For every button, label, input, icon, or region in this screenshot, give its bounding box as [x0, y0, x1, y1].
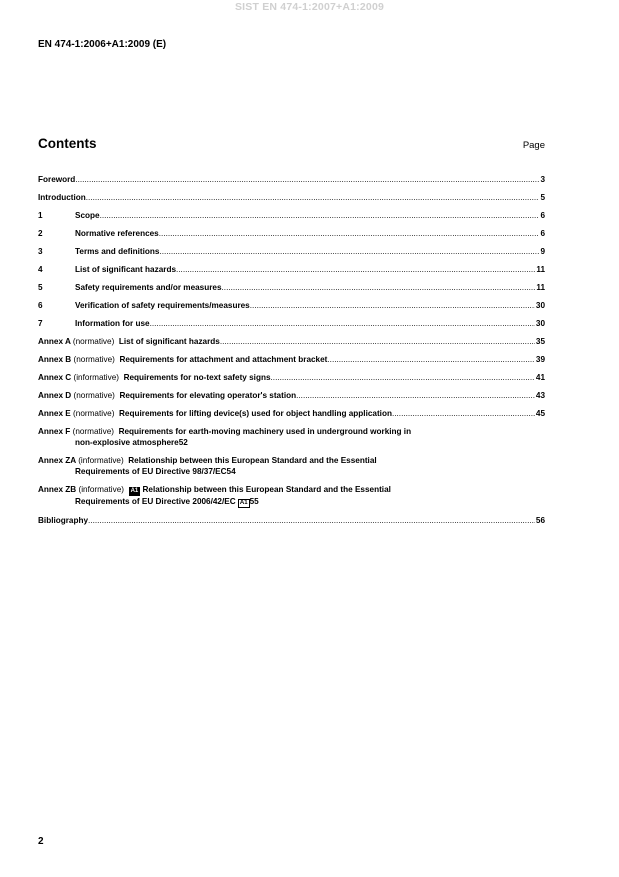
toc-entry-number: 5	[38, 283, 43, 292]
toc-entry-hazards[interactable]	[38, 264, 545, 275]
annex-type: (informative)	[78, 485, 124, 494]
toc-entry-page: 11	[536, 283, 545, 292]
dot-leader	[392, 408, 535, 419]
toc-entry-title: Foreword	[38, 175, 76, 184]
toc-entry-title: Introduction	[38, 193, 86, 202]
annex-label: Annex A	[38, 337, 71, 346]
watermark: SIST EN 474-1:2007+A1:2009	[234, 1, 385, 13]
toc-entry-page: 54	[226, 467, 236, 476]
toc-entry-page: 45	[535, 409, 545, 418]
annex-label: Annex B	[38, 355, 72, 364]
annex-title-line1: Relationship between this European Standard and the Essential	[128, 456, 377, 465]
toc-entry-page: 35	[535, 337, 545, 346]
toc-entry-page: 55	[249, 497, 259, 506]
annex-type: (normative)	[73, 391, 115, 400]
toc-annex-e[interactable]	[38, 408, 545, 419]
dot-leader	[176, 264, 535, 275]
toc-annex-a[interactable]	[38, 336, 545, 347]
toc-entry-number: 4	[38, 265, 43, 274]
toc-entry-introduction[interactable]	[38, 192, 545, 203]
annex-label: Annex E	[38, 409, 71, 418]
dot-leader	[100, 210, 540, 221]
dot-leader	[159, 246, 539, 257]
page-column-label: Page	[522, 140, 545, 151]
dot-leader	[220, 336, 535, 347]
annex-title-line2: Requirements of EU Directive 2006/42/EC	[75, 497, 236, 506]
toc-entry-page: 6	[540, 229, 545, 238]
toc-entry-number: 6	[38, 301, 43, 310]
toc-entry-page: 6	[540, 211, 545, 220]
dot-leader	[75, 174, 539, 185]
toc-entry-information-for-use[interactable]	[38, 318, 545, 329]
toc-entry-page: 41	[535, 373, 545, 382]
toc-entry-title: Normative references	[75, 229, 159, 238]
toc-entry-page: 30	[535, 301, 545, 310]
annex-type: (normative)	[73, 355, 115, 364]
toc-annex-zb[interactable]	[38, 484, 545, 508]
annex-title: Requirements for lifting device(s) used for object handling application	[119, 409, 392, 418]
annex-label: Annex ZB	[38, 485, 77, 494]
dot-leader	[88, 515, 535, 526]
table-of-contents	[38, 174, 545, 533]
annex-title-line2: Requirements of EU Directive 98/37/EC	[75, 467, 227, 476]
dot-leader	[327, 354, 535, 365]
toc-entry-number: 3	[38, 247, 43, 256]
toc-entry-page: 56	[535, 516, 545, 525]
toc-entry-page: 9	[540, 247, 545, 256]
toc-entry-normative-references[interactable]	[38, 228, 545, 239]
dot-leader	[86, 192, 540, 203]
annex-type: (informative)	[73, 373, 119, 382]
toc-annex-f[interactable]	[38, 426, 545, 448]
toc-entry-title: Bibliography	[38, 516, 89, 525]
toc-annex-za[interactable]	[38, 455, 545, 477]
toc-entry-title: Terms and definitions	[75, 247, 160, 256]
dot-leader	[222, 282, 536, 293]
annex-title-line2: non-explosive atmosphere	[75, 438, 179, 447]
annex-title-line1: Requirements for earth-moving machinery used in underground working in	[118, 427, 412, 436]
amendment-end-icon: A1	[239, 500, 248, 506]
toc-entry-number: 7	[38, 319, 43, 328]
toc-entry-title: Safety requirements and/or measures	[75, 283, 222, 292]
dot-leader	[150, 318, 535, 329]
page-number: 2	[38, 836, 44, 847]
annex-label: Annex F	[38, 427, 71, 436]
annex-title: List of significant hazards	[118, 337, 220, 346]
toc-entry-number: 2	[38, 229, 43, 238]
toc-entry-page: 5	[540, 193, 545, 202]
annex-title-line1: Relationship between this European Standard and the Essential	[142, 485, 391, 494]
document-id: EN 474-1:2006+A1:2009 (E)	[38, 39, 167, 50]
dot-leader	[271, 372, 535, 383]
toc-entry-number: 1	[38, 211, 43, 220]
amendment-start-icon: A1	[130, 488, 139, 494]
dot-leader	[296, 390, 535, 401]
toc-entry-page: 39	[535, 355, 545, 364]
toc-annex-d[interactable]	[38, 390, 545, 401]
dot-leader	[250, 300, 535, 311]
toc-entry-bibliography[interactable]	[38, 515, 545, 526]
toc-entry-scope[interactable]	[38, 210, 545, 221]
toc-entry-title: Scope	[75, 211, 100, 220]
annex-type: (normative)	[72, 337, 115, 346]
annex-title: Requirements for no-text safety signs	[123, 373, 271, 382]
annex-label: Annex C	[38, 373, 72, 382]
toc-entry-page: 43	[535, 391, 545, 400]
dot-leader	[159, 228, 540, 239]
toc-entry-page: 3	[540, 175, 545, 184]
annex-type: (normative)	[73, 409, 115, 418]
toc-annex-c[interactable]	[38, 372, 545, 383]
contents-heading: Contents	[38, 136, 97, 151]
annex-title: Requirements for elevating operator's station	[119, 391, 297, 400]
toc-entry-terms-definitions[interactable]	[38, 246, 545, 257]
toc-annex-b[interactable]	[38, 354, 545, 365]
toc-entry-title: List of significant hazards	[75, 265, 176, 274]
toc-entry-title: Information for use	[75, 319, 150, 328]
annex-title: Requirements for attachment and attachment bracket	[119, 355, 328, 364]
toc-entry-foreword[interactable]	[38, 174, 545, 185]
annex-type: (normative)	[72, 427, 114, 436]
toc-entry-page: 11	[536, 265, 545, 274]
toc-entry-page: 30	[535, 319, 545, 328]
annex-type: (informative)	[78, 456, 124, 465]
toc-entry-page: 52	[178, 438, 188, 447]
toc-entry-verification[interactable]	[38, 300, 545, 311]
toc-entry-title: Verification of safety requirements/measures	[75, 301, 250, 310]
annex-label: Annex ZA	[38, 456, 76, 465]
annex-label: Annex D	[38, 391, 72, 400]
toc-entry-safety-requirements[interactable]	[38, 282, 545, 293]
